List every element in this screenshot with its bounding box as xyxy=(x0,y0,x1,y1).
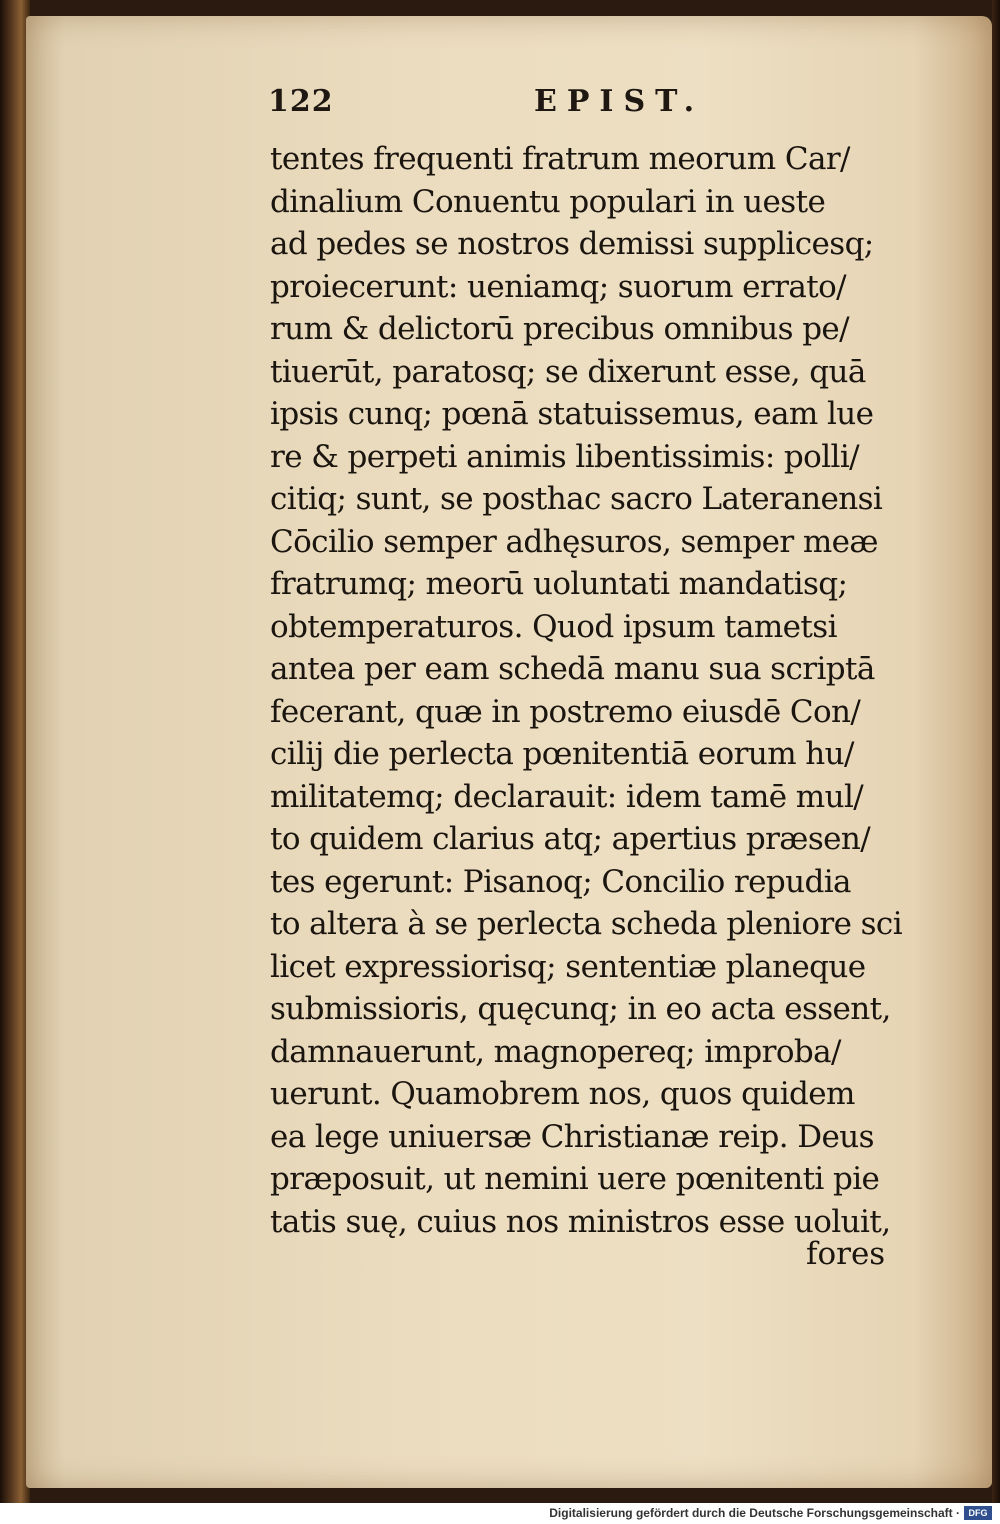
text-block xyxy=(270,138,910,1243)
text-line: dinalium Conuentu populari in ueste xyxy=(270,183,826,220)
text-line: rum & delictorū precibus omnibus pe/ xyxy=(270,311,850,347)
footer-credit: Digitalisierung gefördert durch die Deutsche Forschungsgemeinschaft · xyxy=(549,1506,960,1520)
text-line: tentes frequenti fratrum meorum Car/ xyxy=(270,141,850,177)
text-line: militatemq; declarauit: idem tamē mul/ xyxy=(270,778,864,815)
text-line: præposuit, ut nemini uere pœnitenti pie xyxy=(270,1161,880,1197)
text-line: damnauerunt, magnopereq; improba/ xyxy=(270,1033,841,1070)
page-edge xyxy=(992,0,1000,1503)
dfg-logo-icon: DFG xyxy=(964,1506,992,1520)
running-head: EPIST. xyxy=(534,84,705,119)
text-line: tes egerunt: Pisanoq; Concilio repudia xyxy=(270,863,851,900)
text-line: tatis suę, cuius nos ministros esse uoluit, xyxy=(270,1203,891,1240)
text-line: citiq; sunt, se posthac sacro Lateranensi xyxy=(270,481,883,517)
text-line: submissioris, quęcunq; in eo acta essent, xyxy=(270,991,891,1027)
digitization-footer xyxy=(0,1503,1000,1524)
text-line: to altera à se perlecta scheda pleniore sci xyxy=(270,906,903,942)
text-line: ad pedes se nostros demissi supplicesq; xyxy=(270,226,874,262)
text-line: ipsis cunq; pœnā statuissemus, eam lue xyxy=(270,396,874,432)
text-line: to quidem clarius atq; apertius præsen/ xyxy=(270,821,871,857)
text-line: Cōcilio semper adhęsuros, semper meæ xyxy=(270,523,878,560)
text-line: re & perpeti animis libentissimis: polli/ xyxy=(270,438,860,475)
text-line: uerunt. Quamobrem nos, quos quidem xyxy=(270,1076,855,1112)
text-line: proiecerunt: ueniamq; suorum errato/ xyxy=(270,268,847,305)
page-header xyxy=(266,82,906,126)
text-line: licet expressiorisq; sententiæ planeque xyxy=(270,948,866,985)
text-line: fecerant, quæ in postremo eiusdē Con/ xyxy=(270,693,861,730)
text-line: ea lege uniuersæ Christianæ reip. Deus xyxy=(270,1118,874,1155)
text-line: tiuerūt, paratosq; se dixerunt esse, quā xyxy=(270,353,866,390)
text-line: fratrumq; meorū uoluntati mandatisq; xyxy=(270,566,848,602)
catchword: fores xyxy=(806,1236,886,1272)
text-line: antea per eam schedā manu sua scriptā xyxy=(270,651,875,687)
folio-number: 122 xyxy=(268,84,334,119)
text-line: cilij die perlecta pœnitentiā eorum hu/ xyxy=(270,736,854,772)
text-line: obtemperaturos. Quod ipsum tametsi xyxy=(270,608,837,645)
